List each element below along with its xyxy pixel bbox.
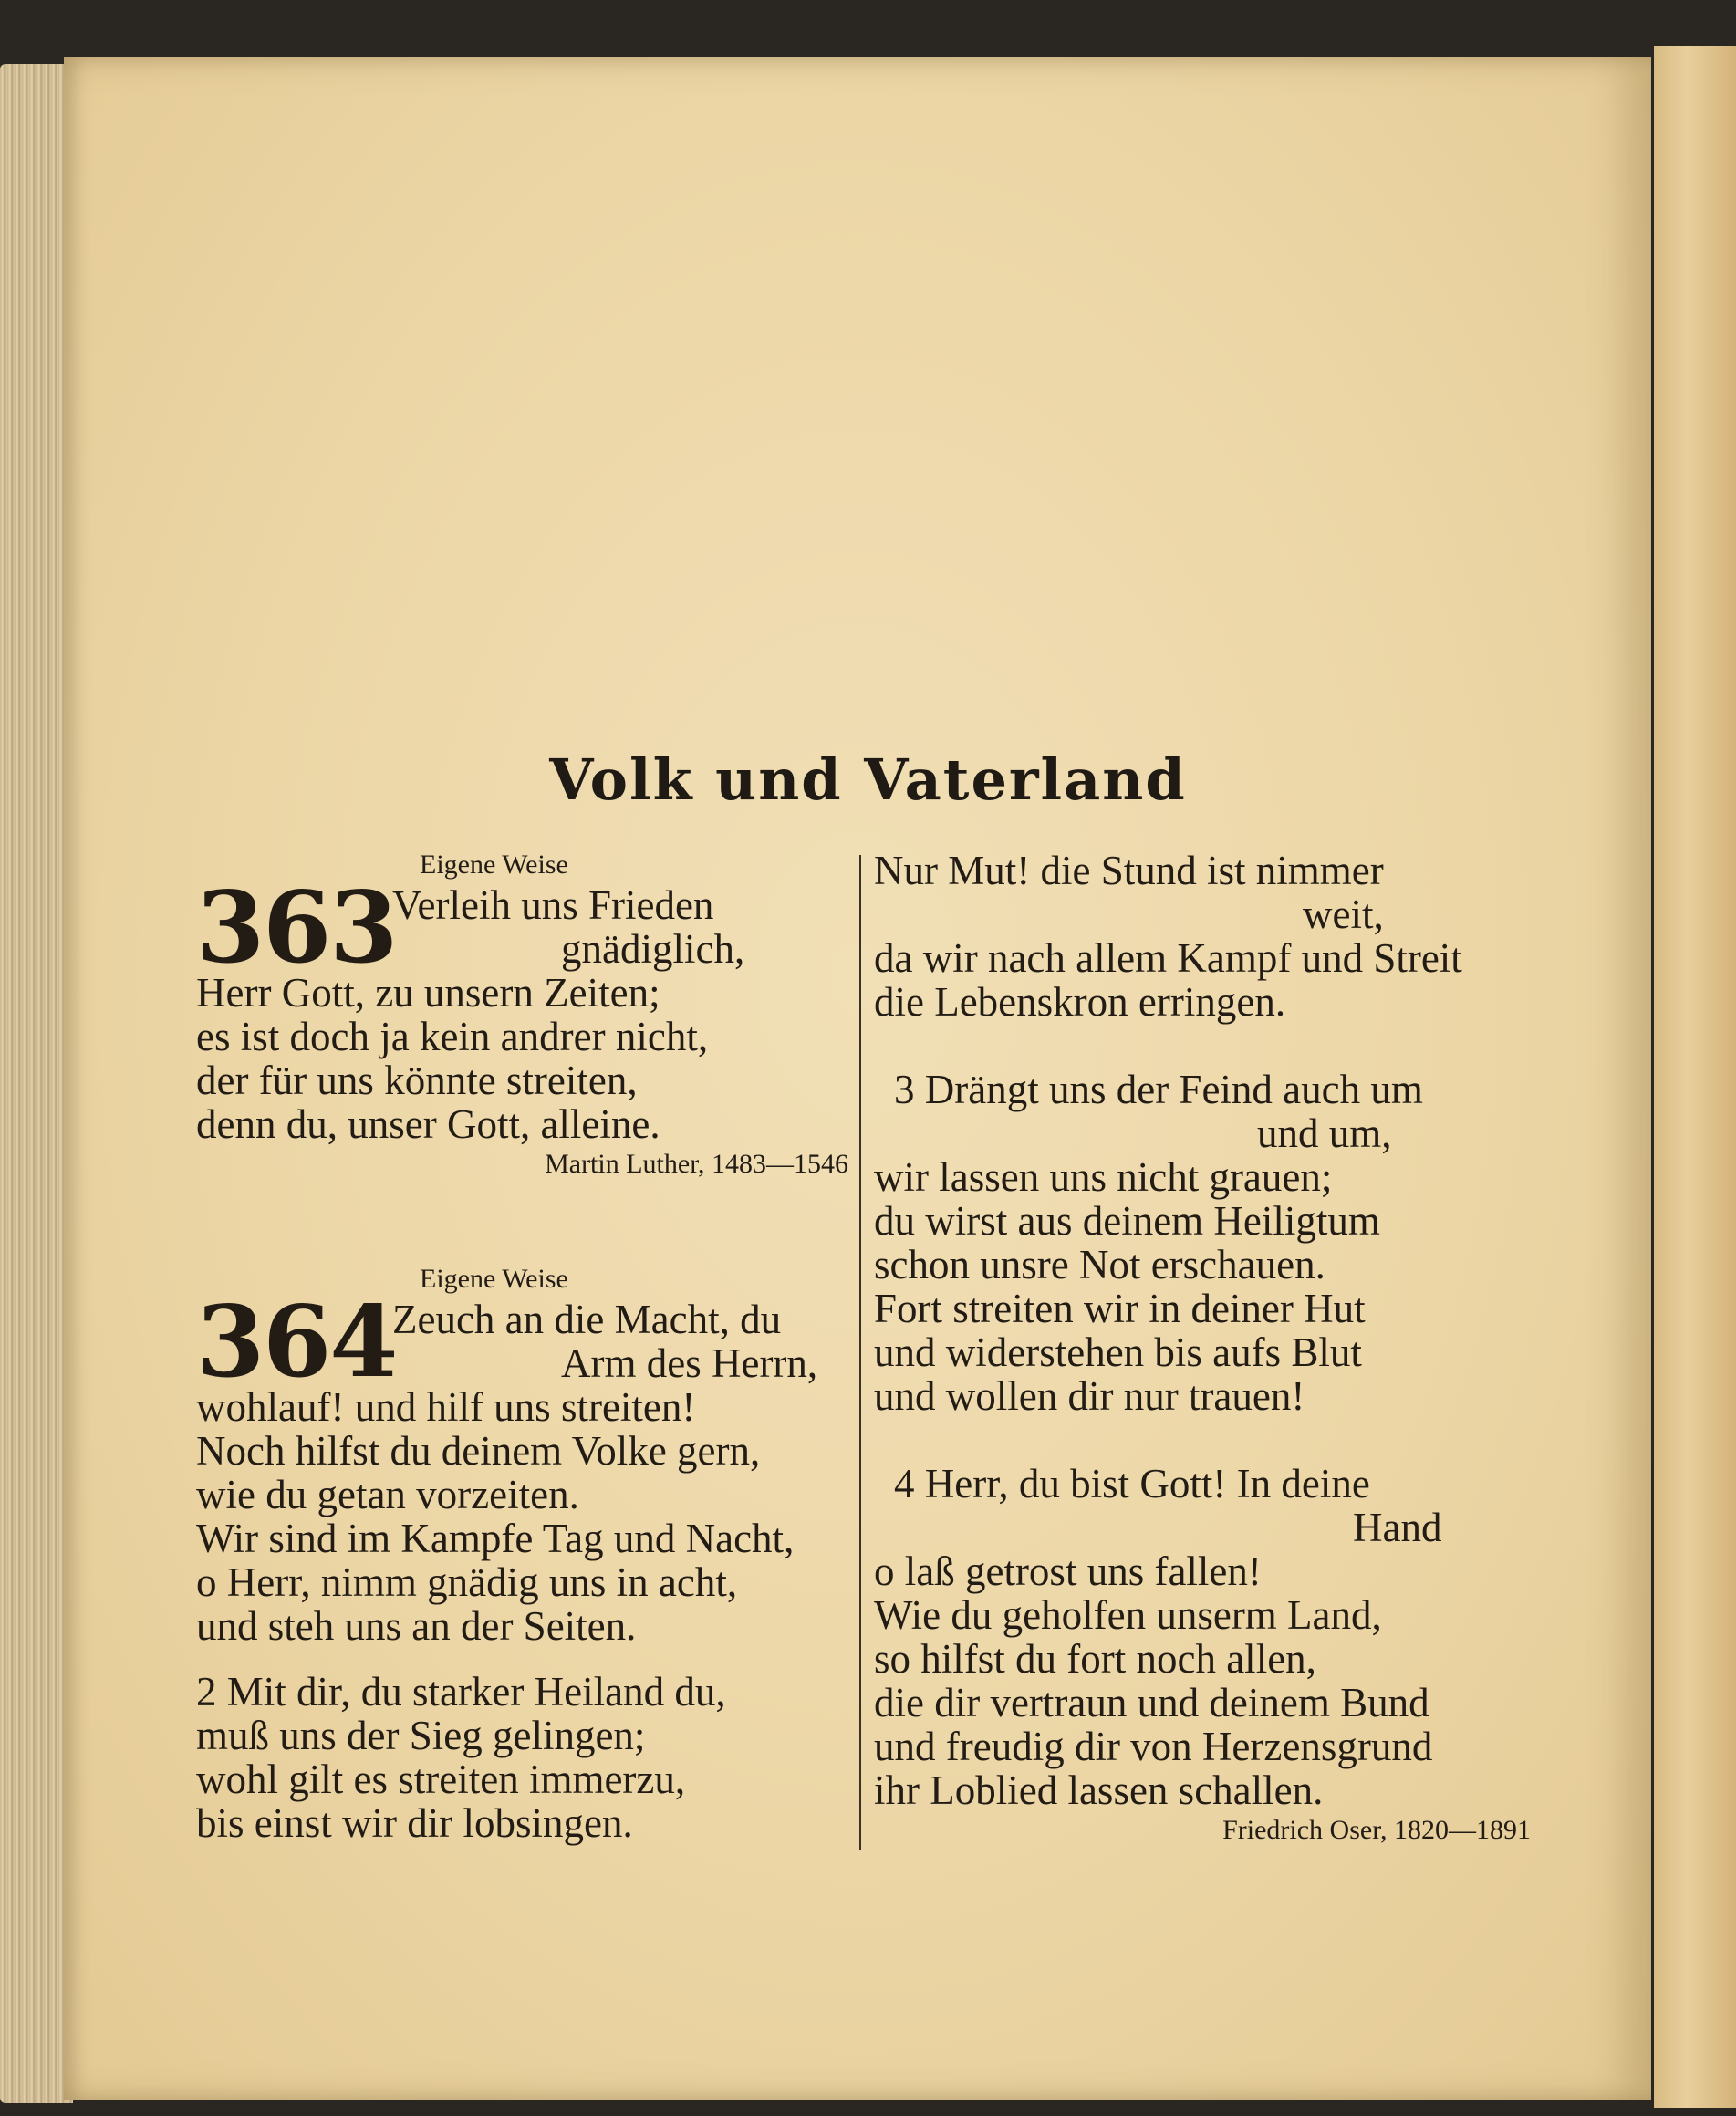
right-column [874,849,1531,1849]
hymn-364 [196,1263,848,1845]
verse-2-line: 2 Mit dir, du starker Heiland du, [196,1669,726,1715]
hymn-number: 363 [196,870,397,985]
hymn-line: es ist doch ja kein andrer nicht, [196,1014,709,1059]
verse-3-line: und um, [1257,1110,1392,1156]
verse-3-line: wir lassen uns nicht grauen; [874,1154,1333,1200]
hymn-line: Herr Gott, zu unsern Zeiten; [196,970,660,1016]
hymn-line: Noch hilfst du deinem Volke gern, [196,1428,761,1474]
hymn-first-lines [392,883,848,971]
hymn-header [196,1285,848,1400]
verse-3-line: und widerstehen bis aufs Blut [874,1329,1362,1375]
verse-2-line: muß uns der Sieg gelingen; [196,1713,646,1758]
column-divider [859,855,861,1850]
verse-4-line: ihr Loblied lassen schallen. [874,1767,1324,1813]
verse-2-line: bis einst wir dir lobsingen. [196,1800,633,1846]
hymn-author: Martin Luther, 1483—1546 [545,1149,848,1179]
hymn-number: 364 [196,1285,397,1400]
hymn-line: Wir sind im Kampfe Tag und Nacht, [196,1516,795,1561]
hymn-author: Friedrich Oser, 1820—1891 [1222,1815,1531,1845]
spacer [874,1418,1531,1462]
verse-3-line: schon unsre Not erschauen. [874,1242,1325,1287]
section-title: Volk und Vaterland [549,746,1187,813]
hymn-melody: Eigene Weise [420,850,568,880]
hymn-header [196,870,848,985]
hymn-line: gnädiglich, [561,926,745,972]
hymn-line: und steh uns an der Seiten. [196,1603,637,1649]
hymn-line: wie du getan vorzeiten. [196,1472,579,1517]
verse-2-line: weit, [1303,891,1384,937]
hymn-melody: Eigene Weise [420,1264,568,1294]
hymn-line: Verleih uns Frieden [392,882,714,928]
verse-4-line: die dir vertraun und deinem Bund [874,1680,1429,1725]
verse-2-line: wohl gilt es streiten immerzu, [196,1756,686,1802]
verse-3-line: und wollen dir nur trauen! [874,1373,1305,1419]
book-page-edges [0,64,73,2103]
verse-2-line: da wir nach allem Kampf und Streit [874,935,1462,981]
hymn-line: Arm des Herrn, [561,1340,818,1386]
hymn-line: wohlauf! und hilf uns streiten! [196,1384,696,1430]
spacer [874,1024,1531,1068]
verse-3-line: 3 Drängt uns der Feind auch um [894,1067,1423,1112]
spacer [196,1214,848,1263]
book-right-edge [1654,46,1736,2108]
verse-3-line: Fort streiten wir in deiner Hut [874,1286,1366,1331]
verse-2-line: die Lebenskron erringen. [874,979,1286,1025]
verse-4-line: und freudig dir von Herzensgrund [874,1724,1433,1769]
verse-4-line: o laß getrost uns fallen! [874,1548,1262,1594]
hymn-first-lines [392,1298,848,1385]
verse-4-line: Wie du geholfen unserm Land, [874,1592,1382,1638]
hymn-line: Zeuch an die Macht, du [392,1297,782,1342]
hymn-363 [196,849,848,1183]
verse-4-line: 4 Herr, du bist Gott! In deine [894,1461,1370,1506]
spacer [196,1648,848,1670]
hymn-line: o Herr, nimm gnädig uns in acht, [196,1559,738,1605]
hymn-line: der für uns könnte streiten, [196,1058,638,1103]
verse-3-line: du wirst aus deinem Heiligtum [874,1198,1380,1244]
verse-2-line: Nur Mut! die Stund ist nimmer [874,848,1384,893]
hymn-line: denn du, unser Gott, alleine. [196,1101,660,1147]
verse-4-line: Hand [1353,1505,1442,1550]
verse-4-line: so hilfst du fort noch allen, [874,1636,1316,1682]
left-column [196,849,848,1876]
